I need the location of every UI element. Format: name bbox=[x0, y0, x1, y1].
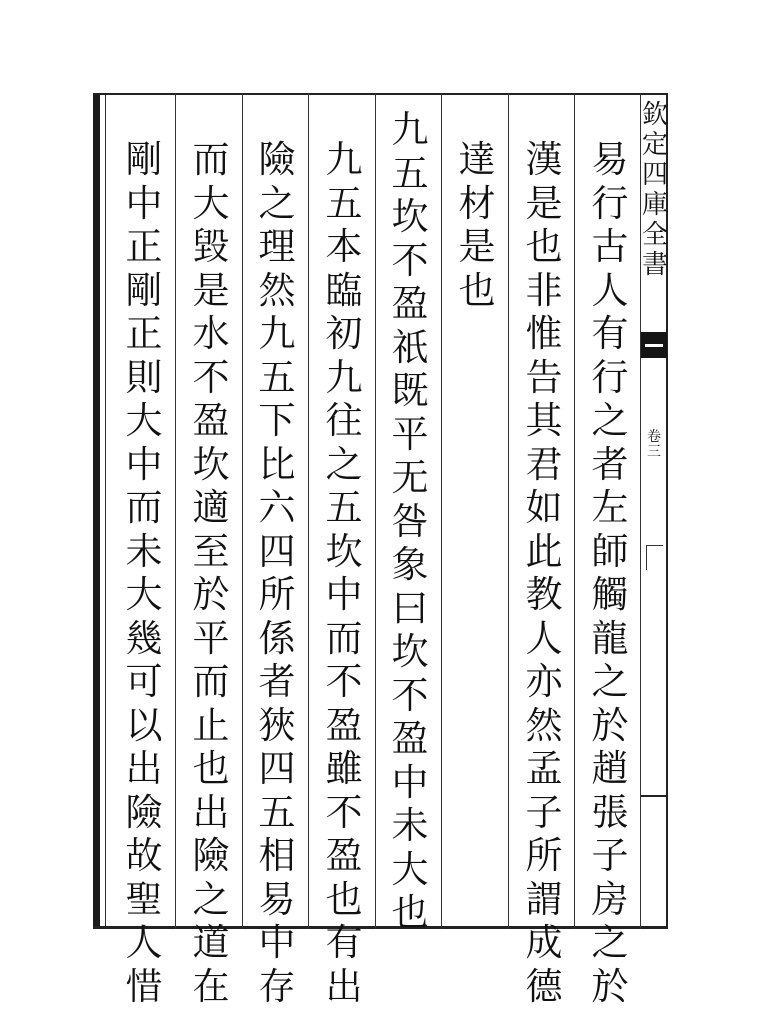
text-char: 其 bbox=[525, 399, 563, 442]
text-char: 者 bbox=[591, 442, 629, 486]
page-frame bbox=[93, 93, 668, 929]
text-column-1 bbox=[584, 138, 636, 1008]
text-char: 盈 bbox=[325, 703, 363, 747]
text-char: 張 bbox=[591, 790, 629, 834]
text-char: 房 bbox=[591, 877, 629, 921]
text-char: 盈 bbox=[192, 399, 230, 442]
column-rule bbox=[175, 93, 176, 929]
text-char: 平 bbox=[192, 616, 230, 660]
text-char: 有 bbox=[325, 921, 363, 964]
text-char: 故 bbox=[125, 834, 163, 877]
column-rule bbox=[441, 93, 442, 929]
text-char: 也 bbox=[192, 747, 230, 790]
text-char: 剛 bbox=[125, 268, 163, 312]
text-char: 而 bbox=[325, 616, 363, 660]
text-char: 未 bbox=[391, 804, 429, 847]
text-char: 險 bbox=[258, 138, 296, 181]
text-char: 止 bbox=[192, 703, 230, 747]
text-char: 象 bbox=[391, 543, 429, 586]
column-rule bbox=[508, 93, 509, 929]
text-char: 易 bbox=[591, 138, 629, 181]
text-char: 无 bbox=[391, 456, 429, 499]
text-char: 所 bbox=[525, 834, 563, 877]
text-char: 初 bbox=[325, 312, 363, 355]
text-char: 君 bbox=[525, 442, 563, 486]
text-char: 至 bbox=[192, 529, 230, 573]
text-char: 者 bbox=[258, 660, 296, 703]
text-char: 師 bbox=[591, 529, 629, 573]
text-char: 而 bbox=[192, 660, 230, 703]
text-char: 平 bbox=[391, 412, 429, 456]
text-char: 中 bbox=[258, 921, 296, 964]
text-char: 行 bbox=[591, 181, 629, 225]
text-char: 是 bbox=[458, 225, 496, 268]
text-char: 剛 bbox=[125, 138, 163, 181]
text-char: 龍 bbox=[591, 616, 629, 660]
text-column-3 bbox=[451, 138, 503, 312]
text-char: 古 bbox=[591, 225, 629, 268]
title-char: 定 bbox=[641, 130, 668, 160]
text-char: 中 bbox=[391, 760, 429, 804]
text-char: 盈 bbox=[325, 834, 363, 877]
text-char: 出 bbox=[125, 747, 163, 790]
text-char: 坎 bbox=[391, 630, 429, 673]
text-char: 材 bbox=[458, 181, 496, 225]
text-char: 之 bbox=[591, 399, 629, 442]
text-char: 則 bbox=[125, 355, 163, 399]
text-char: 理 bbox=[258, 225, 296, 268]
text-char: 之 bbox=[192, 877, 230, 921]
text-char: 存 bbox=[258, 964, 296, 1008]
text-char: 非 bbox=[525, 268, 563, 312]
page-mark bbox=[646, 545, 663, 570]
text-char: 之 bbox=[591, 921, 629, 964]
text-char: 然 bbox=[525, 703, 563, 747]
title-char: 書 bbox=[641, 250, 668, 280]
column-rule bbox=[242, 93, 243, 929]
label-char: 三 bbox=[647, 444, 661, 460]
text-char: 五 bbox=[325, 181, 363, 225]
text-char: 聖 bbox=[125, 877, 163, 921]
text-char: 中 bbox=[125, 442, 163, 486]
text-char: 五 bbox=[325, 486, 363, 529]
text-char: 臨 bbox=[325, 268, 363, 312]
text-char: 趙 bbox=[591, 747, 629, 790]
text-char: 險 bbox=[125, 790, 163, 834]
text-char: 有 bbox=[591, 312, 629, 355]
text-char: 所 bbox=[258, 573, 296, 616]
text-char: 下 bbox=[258, 399, 296, 442]
text-char: 於 bbox=[192, 573, 230, 616]
text-char: 水 bbox=[192, 312, 230, 355]
text-char: 五 bbox=[258, 790, 296, 834]
text-char: 既 bbox=[391, 369, 429, 412]
text-char: 左 bbox=[591, 486, 629, 529]
text-char: 不 bbox=[325, 790, 363, 834]
text-char: 成 bbox=[525, 921, 563, 964]
text-char: 五 bbox=[391, 151, 429, 195]
text-char: 出 bbox=[325, 964, 363, 1008]
text-char: 五 bbox=[258, 355, 296, 399]
text-char: 之 bbox=[325, 442, 363, 486]
text-char: 狹 bbox=[258, 703, 296, 747]
text-char: 祇 bbox=[391, 325, 429, 369]
column-rule bbox=[375, 93, 376, 929]
text-char: 是 bbox=[525, 181, 563, 225]
text-char: 不 bbox=[391, 673, 429, 717]
text-char: 行 bbox=[591, 355, 629, 399]
title-char: 全 bbox=[641, 220, 668, 250]
text-char: 教 bbox=[525, 573, 563, 616]
title-char: 庫 bbox=[641, 190, 668, 220]
text-char: 人 bbox=[525, 616, 563, 660]
book-title bbox=[641, 100, 669, 280]
text-char: 九 bbox=[258, 312, 296, 355]
text-char: 六 bbox=[258, 486, 296, 529]
text-char: 坎 bbox=[325, 529, 363, 573]
text-char: 四 bbox=[258, 529, 296, 573]
text-char: 曰 bbox=[391, 586, 429, 630]
text-char: 適 bbox=[192, 486, 230, 529]
text-char: 咎 bbox=[391, 499, 429, 543]
text-char: 易 bbox=[258, 877, 296, 921]
text-char: 亦 bbox=[525, 660, 563, 703]
text-char: 九 bbox=[325, 138, 363, 181]
text-char: 在 bbox=[192, 964, 230, 1008]
text-char: 也 bbox=[325, 877, 363, 921]
text-char: 出 bbox=[192, 790, 230, 834]
text-char: 孟 bbox=[525, 747, 563, 790]
text-char: 於 bbox=[591, 703, 629, 747]
text-char: 九 bbox=[325, 355, 363, 399]
text-char: 惜 bbox=[125, 964, 163, 1008]
text-char: 人 bbox=[125, 921, 163, 964]
text-char: 謂 bbox=[525, 877, 563, 921]
text-char: 德 bbox=[525, 964, 563, 1008]
column-rule bbox=[574, 93, 575, 929]
text-char: 正 bbox=[125, 225, 163, 268]
text-column-6 bbox=[251, 138, 303, 1008]
text-column-2 bbox=[518, 138, 570, 1008]
text-column-7 bbox=[185, 138, 237, 1008]
text-char: 達 bbox=[458, 138, 496, 181]
text-char: 九 bbox=[391, 108, 429, 151]
text-char: 大 bbox=[391, 847, 429, 891]
text-char: 四 bbox=[258, 747, 296, 790]
text-char: 中 bbox=[325, 573, 363, 616]
text-char: 此 bbox=[525, 529, 563, 573]
text-char: 係 bbox=[258, 616, 296, 660]
text-char: 毀 bbox=[192, 225, 230, 268]
text-char: 觸 bbox=[591, 573, 629, 616]
text-char: 是 bbox=[192, 268, 230, 312]
text-char: 而 bbox=[192, 138, 230, 181]
text-char: 大 bbox=[192, 181, 230, 225]
title-char: 欽 bbox=[641, 100, 668, 130]
text-char: 告 bbox=[525, 355, 563, 399]
label-char: 卷 bbox=[647, 429, 661, 445]
text-char: 未 bbox=[125, 529, 163, 573]
text-column-8 bbox=[118, 138, 170, 1008]
text-char: 也 bbox=[458, 268, 496, 312]
text-char: 盈 bbox=[391, 282, 429, 325]
text-column-5 bbox=[318, 138, 370, 1008]
text-char: 子 bbox=[591, 834, 629, 877]
text-char: 可 bbox=[125, 660, 163, 703]
text-char: 盈 bbox=[391, 717, 429, 760]
text-char: 之 bbox=[258, 181, 296, 225]
text-char: 相 bbox=[258, 834, 296, 877]
volume-label bbox=[643, 430, 665, 460]
text-char: 而 bbox=[125, 486, 163, 529]
text-char: 之 bbox=[591, 660, 629, 703]
text-char: 往 bbox=[325, 399, 363, 442]
text-char: 比 bbox=[258, 442, 296, 486]
column-rule bbox=[308, 93, 309, 929]
text-char: 以 bbox=[125, 703, 163, 747]
text-char: 坎 bbox=[192, 442, 230, 486]
text-column-4 bbox=[384, 108, 436, 935]
text-char: 雖 bbox=[325, 747, 363, 790]
text-char: 然 bbox=[258, 268, 296, 312]
text-char: 不 bbox=[391, 238, 429, 282]
text-char: 子 bbox=[525, 790, 563, 834]
text-char: 人 bbox=[591, 268, 629, 312]
text-char: 大 bbox=[125, 399, 163, 442]
text-char: 惟 bbox=[525, 312, 563, 355]
margin-divider bbox=[641, 795, 667, 797]
text-char: 中 bbox=[125, 181, 163, 225]
fishtail-mark-icon bbox=[641, 332, 667, 358]
text-char: 正 bbox=[125, 312, 163, 355]
text-char: 險 bbox=[192, 834, 230, 877]
title-char: 四 bbox=[641, 160, 668, 190]
text-char: 坎 bbox=[391, 195, 429, 238]
text-char: 本 bbox=[325, 225, 363, 268]
text-char: 於 bbox=[591, 964, 629, 1008]
text-char: 大 bbox=[125, 573, 163, 616]
text-char: 幾 bbox=[125, 616, 163, 660]
text-char: 也 bbox=[525, 225, 563, 268]
text-char: 如 bbox=[525, 486, 563, 529]
text-char: 漢 bbox=[525, 138, 563, 181]
text-char: 道 bbox=[192, 921, 230, 964]
text-char: 不 bbox=[325, 660, 363, 703]
text-char: 也 bbox=[391, 891, 429, 934]
text-char: 不 bbox=[192, 355, 230, 399]
